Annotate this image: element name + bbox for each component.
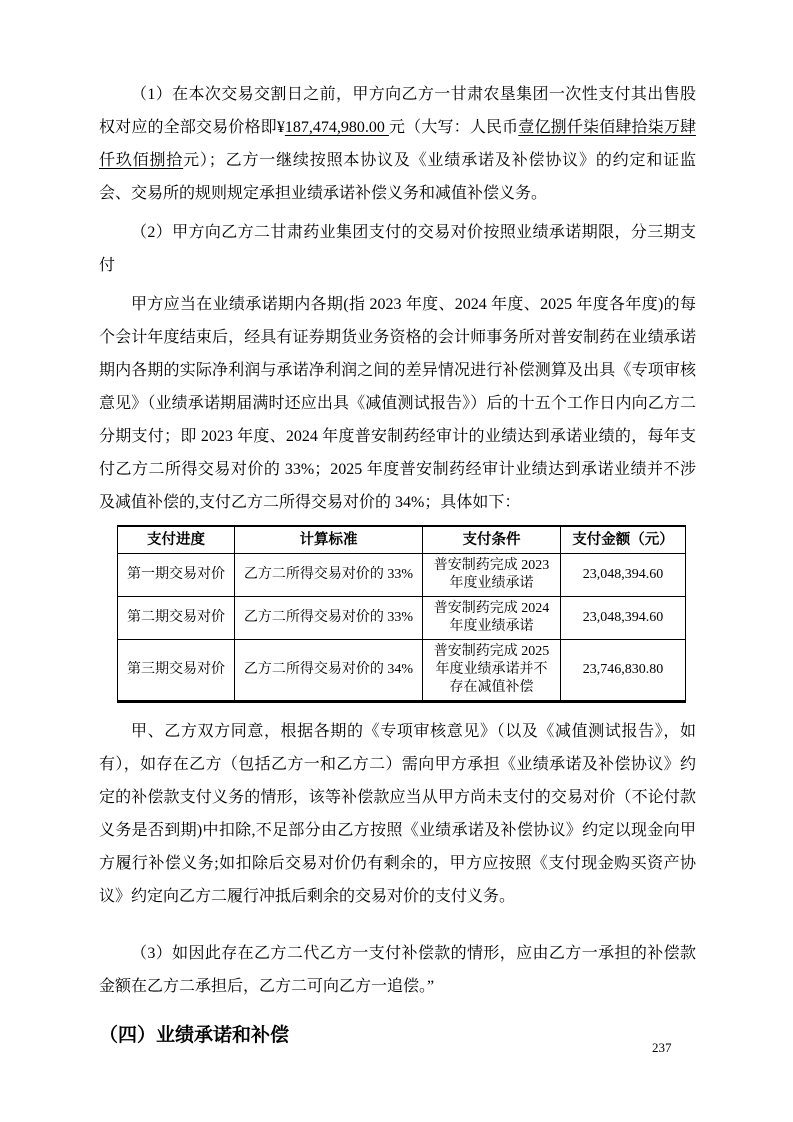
cell-standard: 乙方二所得交易对价的 33% (235, 554, 423, 597)
table-row (118, 640, 686, 702)
cell-condition: 普安制药完成 2024 年度业绩承诺 (423, 597, 561, 640)
paragraph-recourse: （3）如因此存在乙方二代乙方一支付补偿款的情形，应由乙方一承担的补偿款金额在乙方二承担后，乙方二可向乙方一追偿。” (99, 945, 696, 995)
cell-standard: 乙方二所得交易对价的 33% (235, 597, 423, 640)
paragraph-payment-one (99, 78, 696, 210)
cell-stage: 第二期交易对价 (118, 597, 235, 640)
p1-text-post: 元）；乙方一继续按照本协议及《业绩承诺及补偿协议》的约定和证监会、交易所的规则规定承担业绩承诺补偿义务和减值补偿义务。 (99, 152, 696, 202)
cell-condition: 普安制药完成 2025 年度业绩承诺并不存在减值补偿 (423, 640, 561, 702)
cell-stage: 第一期交易对价 (118, 554, 235, 597)
page-number: 237 (652, 1040, 672, 1055)
section-heading: （四）业绩承诺和补偿 (99, 1025, 290, 1046)
cell-standard: 乙方二所得交易对价的 34% (235, 640, 423, 702)
cell-stage: 第三期交易对价 (118, 640, 235, 702)
cell-condition: 普安制药完成 2023 年度业绩承诺 (423, 554, 561, 597)
payment-schedule-table (117, 525, 686, 703)
paragraph-payment-two: （2）甲方向乙方二甘肃药业集团支付的交易对价按照业绩承诺期限，分三期支付 (99, 224, 696, 274)
paragraph-performance-period: 甲方应当在业绩承诺期内各期(指 2023 年度、2024 年度、2025 年度各年度)的每个会计年度结束后，经具有证券期货业务资格的会计师事务所对普安制药在业绩承诺期内各期的实际净利润与承诺净利润之间的差异情况进行补偿测算及出具《专项审核意见》（业绩承诺期届满时还应出具《减值测试报告》）后的十五个工作日内向乙方二分期支付；即 2023 年度、2024 年度普安制药经审计的业绩达到承诺业绩的，每年支付乙方二所得交易对价的 33%；2025 年度普安制药经审计业绩达到承诺业绩并不涉及减值补偿的,支付乙方二所得交易对价的 34%；具体如下： (99, 296, 696, 511)
header-payment-amount: 支付金额（元） (561, 526, 686, 554)
table-row (118, 554, 686, 597)
header-payment-condition: 支付条件 (423, 526, 561, 554)
table-row (118, 597, 686, 640)
cell-amount: 23,746,830.80 (561, 640, 686, 702)
cell-amount: 23,048,394.60 (561, 554, 686, 597)
header-payment-stage: 支付进度 (118, 526, 235, 554)
paragraph-compensation-offset: 甲、乙方双方同意，根据各期的《专项审核意见》（以及《减值测试报告》，如有），如存在乙方（包括乙方一和乙方二）需向甲方承担《业绩承诺及补偿协议》约定的补偿款支付义务的情形，该等补偿款应当从甲方尚未支付的交易对价（不论付款义务是否到期)中扣除,不足部分由乙方按照《业绩承诺及补偿协议》约定以现金向甲方履行补偿义务;如扣除后交易对价仍有剩余的，甲方应按照《支付现金购买资产协议》约定向乙方二履行冲抵后剩余的交易对价的支付义务。 (99, 723, 696, 905)
p1-amount-digits-underlined: 187,474,980.00 (284, 119, 389, 136)
header-calculation-standard: 计算标准 (235, 526, 423, 554)
p1-text-mid: 元（大写：人民币 (389, 119, 519, 136)
cell-amount: 23,048,394.60 (561, 597, 686, 640)
p1-text-pre: （1）在本次交易交割日之前，甲方向乙方一甘肃农垦集团一次性支付其出售股权对应的全部交易价格即¥ (99, 86, 696, 136)
p1-amount-caps-underlined: 壹亿捌仟柒佰肆拾柒万肆仟玖佰捌拾 (99, 119, 696, 169)
table-header-row (118, 526, 686, 554)
